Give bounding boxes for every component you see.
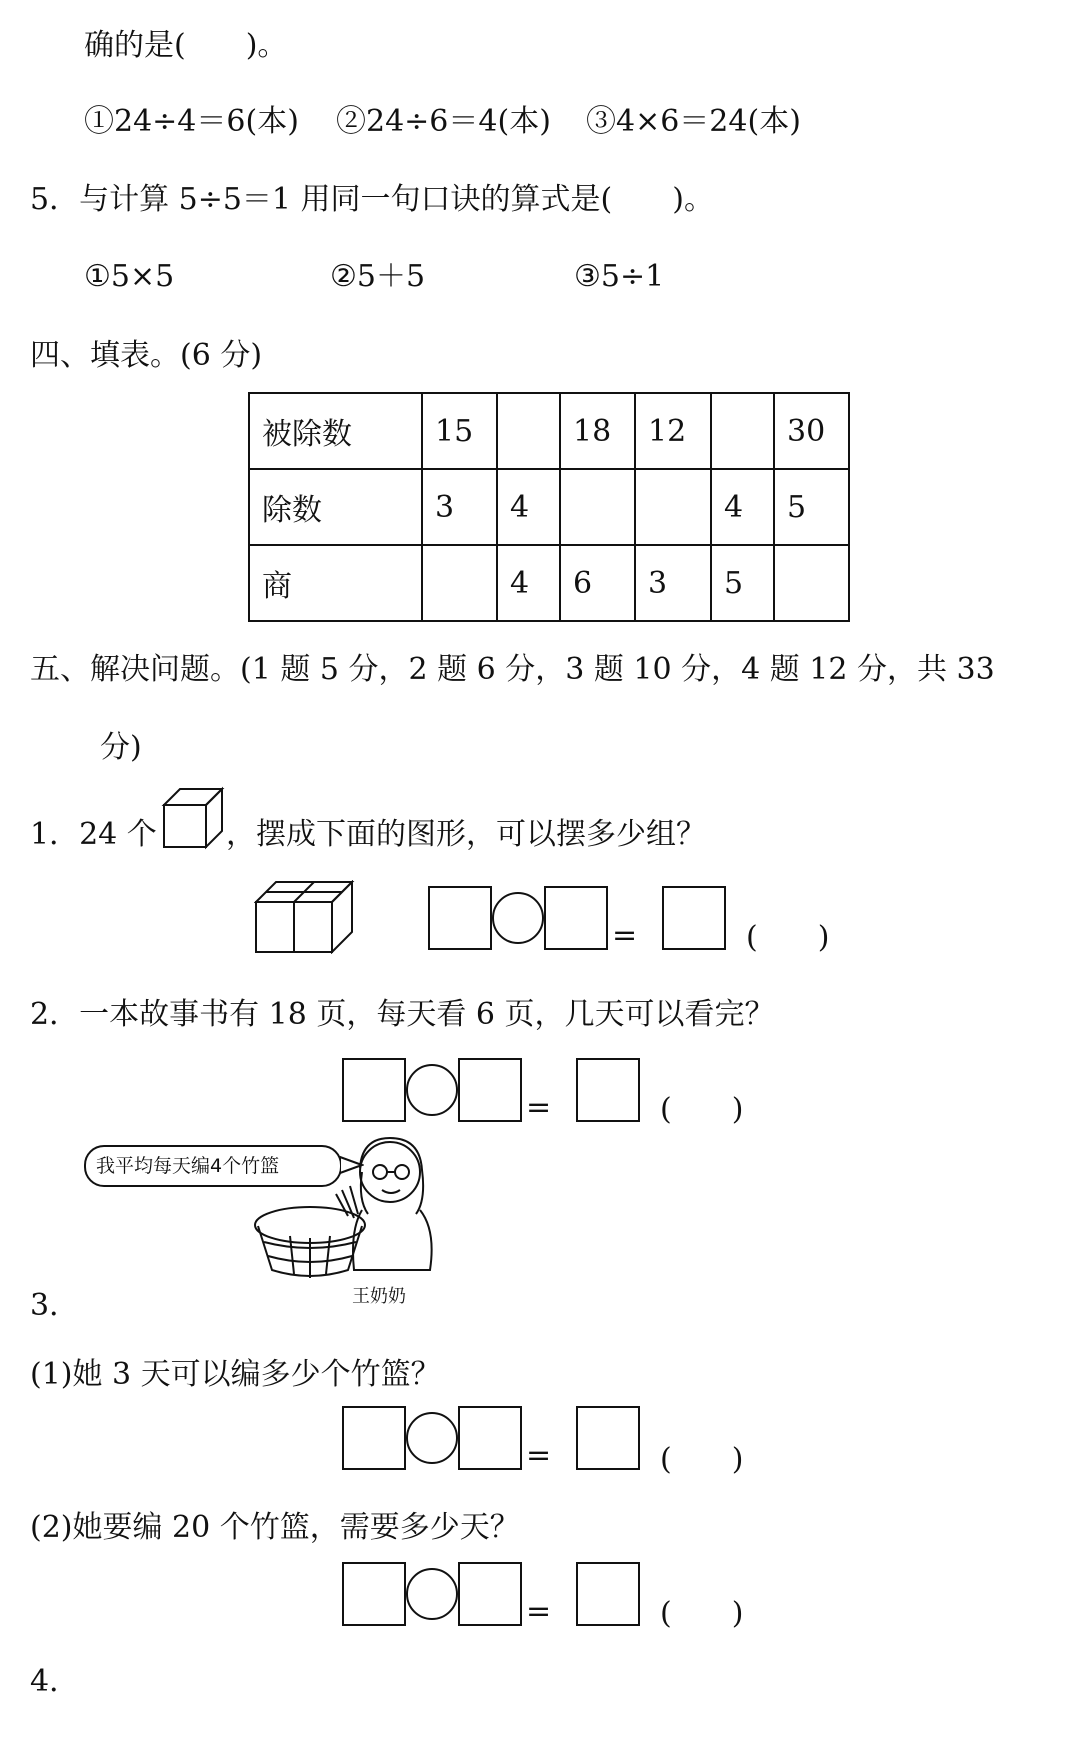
- table-row: [249, 545, 849, 621]
- table-cell: 3: [635, 545, 711, 621]
- speech-bubble: 我平均每天编4个竹篮: [84, 1145, 342, 1187]
- problem3-sub1-text: (1)她 3 天可以编多少个竹篮？: [30, 1357, 441, 1392]
- equation-box[interactable]: [342, 1058, 406, 1122]
- q5-option-3: ③5÷1: [574, 259, 665, 294]
- operator-circle[interactable]: [406, 1064, 458, 1116]
- answer-box[interactable]: [576, 1562, 640, 1626]
- table-cell: 5: [774, 469, 849, 545]
- table-cell: 30: [774, 393, 849, 469]
- problem1-prefix: 1．24 个: [30, 817, 157, 852]
- q5-option-2: ②5＋5: [330, 259, 426, 294]
- person-caption: 王奶奶: [352, 1286, 406, 1307]
- division-table: [248, 392, 850, 622]
- table-cell: 4: [497, 469, 560, 545]
- equation-box[interactable]: [458, 1562, 522, 1626]
- table-cell: 4: [497, 545, 560, 621]
- grandmother-illustration: [250, 1130, 440, 1290]
- table-cell-blank[interactable]: [422, 545, 497, 621]
- operator-circle[interactable]: [406, 1568, 458, 1620]
- answer-box[interactable]: [576, 1058, 640, 1122]
- table-cell: 15: [422, 393, 497, 469]
- problem1-suffix: ，摆成下面的图形，可以摆多少组？: [226, 817, 706, 852]
- cube-stack-figure: [254, 880, 362, 954]
- table-cell: 12: [635, 393, 711, 469]
- unit-parenthesis: ( ): [660, 1092, 744, 1127]
- equals-sign: =: [526, 1594, 552, 1629]
- equation-box[interactable]: [342, 1406, 406, 1470]
- q4-tail-text: 确的是( )。: [84, 28, 288, 63]
- row-label-dividend: 被除数: [249, 393, 422, 469]
- operator-circle[interactable]: [406, 1412, 458, 1464]
- equation-box[interactable]: [342, 1562, 406, 1626]
- unit-parenthesis: ( ): [660, 1442, 744, 1477]
- q5-text: 5．与计算 5÷5＝1 用同一句口诀的算式是( )。: [30, 182, 714, 217]
- table-cell-blank[interactable]: [711, 393, 774, 469]
- problem3-sub2-text: (2)她要编 20 个竹篮，需要多少天？: [30, 1510, 520, 1545]
- table-cell: 6: [560, 545, 635, 621]
- equals-sign: =: [526, 1438, 552, 1473]
- problem4-label: 4．: [30, 1664, 80, 1699]
- unit-parenthesis: ( ): [660, 1596, 744, 1631]
- section5-title-line2: 分): [100, 730, 142, 765]
- q4-option-1: ①24÷4＝6(本): [84, 104, 299, 139]
- table-cell-blank[interactable]: [497, 393, 560, 469]
- problem2-text: 2．一本故事书有 18 页，每天看 6 页，几天可以看完？: [30, 997, 775, 1032]
- q5-option-1: ①5×5: [84, 259, 175, 294]
- answer-box[interactable]: [662, 886, 726, 950]
- section4-title: 四、填表。(6 分): [30, 338, 263, 373]
- equation-box[interactable]: [544, 886, 608, 950]
- cube-icon: [160, 785, 226, 851]
- equals-sign: =: [612, 918, 638, 953]
- q4-option-3: ③4×6＝24(本): [586, 104, 801, 139]
- table-row: [249, 469, 849, 545]
- table-cell: 18: [560, 393, 635, 469]
- problem3-label: 3．: [30, 1288, 80, 1323]
- table-cell-blank[interactable]: [635, 469, 711, 545]
- table-cell: 3: [422, 469, 497, 545]
- table-cell-blank[interactable]: [560, 469, 635, 545]
- section5-title-line1: 五、解决问题。(1 题 5 分，2 题 6 分，3 题 10 分，4 题 12 分，共 33: [30, 652, 995, 687]
- equation-box[interactable]: [458, 1058, 522, 1122]
- operator-circle[interactable]: [492, 892, 544, 944]
- table-row: [249, 393, 849, 469]
- table-cell: 5: [711, 545, 774, 621]
- equation-box[interactable]: [428, 886, 492, 950]
- row-label-quotient: 商: [249, 545, 422, 621]
- equals-sign: =: [526, 1090, 552, 1125]
- row-label-divisor: 除数: [249, 469, 422, 545]
- answer-box[interactable]: [576, 1406, 640, 1470]
- unit-parenthesis: ( ): [746, 920, 830, 955]
- q4-option-2: ②24÷6＝4(本): [336, 104, 551, 139]
- table-cell-blank[interactable]: [774, 545, 849, 621]
- table-cell: 4: [711, 469, 774, 545]
- equation-box[interactable]: [458, 1406, 522, 1470]
